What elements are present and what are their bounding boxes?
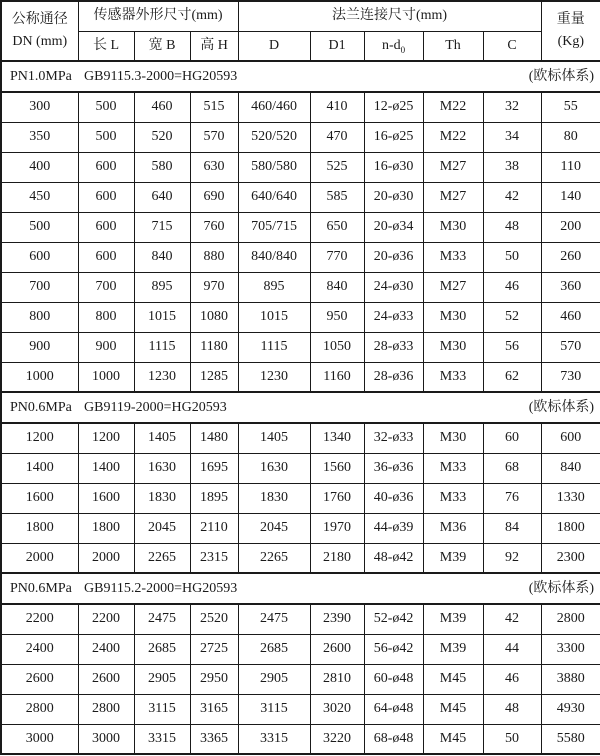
cell-d: 1405	[238, 423, 310, 453]
cell-n-d0: 64-ø48	[364, 694, 423, 724]
cell-dn: 300	[1, 92, 78, 122]
column-header-length-l: 长 L	[78, 31, 134, 61]
cell-d1: 2390	[310, 604, 364, 634]
cell-n-d0: 32-ø33	[364, 423, 423, 453]
cell-weight: 840	[541, 453, 600, 483]
cell-th: M33	[423, 483, 483, 513]
table-row	[1, 302, 600, 332]
cell-length-l: 2000	[78, 543, 134, 573]
cell-dn: 1600	[1, 483, 78, 513]
cell-length-l: 600	[78, 212, 134, 242]
cell-dn: 2800	[1, 694, 78, 724]
cell-height-h: 880	[190, 242, 238, 272]
cell-th: M45	[423, 664, 483, 694]
cell-n-d0: 20-ø36	[364, 242, 423, 272]
cell-th: M45	[423, 694, 483, 724]
weight-header-line1: 重量	[556, 12, 585, 27]
cell-d: 2265	[238, 543, 310, 573]
section-header-cell	[1, 61, 600, 92]
n-d0-base: n-d	[381, 37, 401, 53]
cell-dn: 2000	[1, 543, 78, 573]
cell-d1: 585	[310, 182, 364, 212]
table-row	[1, 513, 600, 543]
cell-n-d0: 20-ø30	[364, 182, 423, 212]
cell-c: 44	[483, 634, 541, 664]
cell-length-l: 600	[78, 152, 134, 182]
cell-width-b: 640	[134, 182, 190, 212]
cell-dn: 350	[1, 122, 78, 152]
cell-weight: 55	[541, 92, 600, 122]
cell-d: 2475	[238, 604, 310, 634]
table-header	[1, 1, 600, 61]
cell-length-l: 500	[78, 122, 134, 152]
cell-d: 1015	[238, 302, 310, 332]
cell-width-b: 1830	[134, 483, 190, 513]
column-header-dn	[1, 1, 78, 61]
cell-th: M39	[423, 543, 483, 573]
table-row	[1, 212, 600, 242]
table-row	[1, 272, 600, 302]
section-standard-code: GB9115.3-2000=HG20593	[84, 68, 238, 84]
cell-length-l: 600	[78, 182, 134, 212]
cell-height-h: 2520	[190, 604, 238, 634]
section-system-note: (欧标体系)	[528, 68, 595, 84]
column-header-th: Th	[423, 31, 483, 61]
cell-height-h: 3165	[190, 694, 238, 724]
cell-height-h: 970	[190, 272, 238, 302]
cell-width-b: 1115	[134, 332, 190, 362]
cell-d: 3115	[238, 694, 310, 724]
cell-width-b: 460	[134, 92, 190, 122]
cell-length-l: 700	[78, 272, 134, 302]
cell-d1: 2180	[310, 543, 364, 573]
table-row	[1, 332, 600, 362]
cell-height-h: 1480	[190, 423, 238, 453]
section-system-note: (欧标体系)	[528, 399, 595, 415]
section-header-cell	[1, 573, 600, 604]
cell-c: 62	[483, 362, 541, 392]
cell-height-h: 2950	[190, 664, 238, 694]
cell-th: M30	[423, 423, 483, 453]
cell-n-d0: 28-ø33	[364, 332, 423, 362]
cell-width-b: 2685	[134, 634, 190, 664]
cell-d1: 3020	[310, 694, 364, 724]
cell-dn: 600	[1, 242, 78, 272]
table-row	[1, 483, 600, 513]
cell-d1: 2810	[310, 664, 364, 694]
cell-th: M39	[423, 604, 483, 634]
cell-d: 3315	[238, 724, 310, 754]
cell-th: M30	[423, 212, 483, 242]
cell-length-l: 3000	[78, 724, 134, 754]
cell-weight: 570	[541, 332, 600, 362]
cell-width-b: 895	[134, 272, 190, 302]
cell-th: M33	[423, 242, 483, 272]
table-row	[1, 543, 600, 573]
cell-width-b: 1630	[134, 453, 190, 483]
cell-n-d0: 20-ø34	[364, 212, 423, 242]
cell-n-d0: 56-ø42	[364, 634, 423, 664]
cell-dn: 700	[1, 272, 78, 302]
cell-dn: 800	[1, 302, 78, 332]
group-header-sensor-dimensions: 传感器外形尺寸(mm)	[78, 1, 238, 31]
cell-width-b: 715	[134, 212, 190, 242]
cell-n-d0: 16-ø30	[364, 152, 423, 182]
cell-width-b: 840	[134, 242, 190, 272]
cell-n-d0: 28-ø36	[364, 362, 423, 392]
cell-width-b: 1230	[134, 362, 190, 392]
cell-width-b: 2045	[134, 513, 190, 543]
column-header-c: C	[483, 31, 541, 61]
cell-height-h: 1695	[190, 453, 238, 483]
cell-d1: 770	[310, 242, 364, 272]
cell-d: 1230	[238, 362, 310, 392]
section-header-row	[1, 392, 600, 423]
cell-d: 2045	[238, 513, 310, 543]
cell-dn: 450	[1, 182, 78, 212]
cell-th: M22	[423, 92, 483, 122]
cell-length-l: 1400	[78, 453, 134, 483]
cell-d1: 1970	[310, 513, 364, 543]
cell-height-h: 2110	[190, 513, 238, 543]
cell-n-d0: 48-ø42	[364, 543, 423, 573]
cell-d: 580/580	[238, 152, 310, 182]
cell-width-b: 3115	[134, 694, 190, 724]
cell-th: M30	[423, 332, 483, 362]
cell-length-l: 1200	[78, 423, 134, 453]
table-row	[1, 182, 600, 212]
cell-c: 46	[483, 664, 541, 694]
table-row	[1, 453, 600, 483]
cell-n-d0: 12-ø25	[364, 92, 423, 122]
cell-d: 460/460	[238, 92, 310, 122]
cell-length-l: 2600	[78, 664, 134, 694]
cell-weight: 200	[541, 212, 600, 242]
table-row	[1, 634, 600, 664]
cell-height-h: 2315	[190, 543, 238, 573]
cell-height-h: 1285	[190, 362, 238, 392]
cell-dn: 1400	[1, 453, 78, 483]
cell-weight: 260	[541, 242, 600, 272]
table-row	[1, 664, 600, 694]
cell-c: 68	[483, 453, 541, 483]
cell-height-h: 515	[190, 92, 238, 122]
cell-width-b: 520	[134, 122, 190, 152]
cell-width-b: 1015	[134, 302, 190, 332]
section-standard-code: GB9115.2-2000=HG20593	[84, 580, 238, 596]
cell-th: M27	[423, 272, 483, 302]
cell-d1: 650	[310, 212, 364, 242]
cell-dn: 900	[1, 332, 78, 362]
cell-c: 50	[483, 724, 541, 754]
cell-c: 56	[483, 332, 541, 362]
cell-n-d0: 24-ø30	[364, 272, 423, 302]
cell-d1: 525	[310, 152, 364, 182]
table-body	[1, 61, 600, 754]
cell-c: 38	[483, 152, 541, 182]
cell-n-d0: 60-ø48	[364, 664, 423, 694]
section-header-row	[1, 61, 600, 92]
cell-dn: 2200	[1, 604, 78, 634]
cell-height-h: 1895	[190, 483, 238, 513]
cell-height-h: 1180	[190, 332, 238, 362]
cell-length-l: 1600	[78, 483, 134, 513]
cell-th: M30	[423, 302, 483, 332]
section-pressure-rating: PN1.0MPa	[10, 68, 72, 84]
cell-weight: 600	[541, 423, 600, 453]
cell-width-b: 3315	[134, 724, 190, 754]
cell-n-d0: 40-ø36	[364, 483, 423, 513]
cell-height-h: 1080	[190, 302, 238, 332]
cell-th: M33	[423, 453, 483, 483]
cell-length-l: 2400	[78, 634, 134, 664]
column-header-d1: D1	[310, 31, 364, 61]
cell-d: 2685	[238, 634, 310, 664]
cell-c: 42	[483, 604, 541, 634]
cell-weight: 1800	[541, 513, 600, 543]
cell-weight: 5580	[541, 724, 600, 754]
cell-d1: 3220	[310, 724, 364, 754]
cell-d: 1115	[238, 332, 310, 362]
cell-th: M27	[423, 152, 483, 182]
column-header-width-b: 宽 B	[134, 31, 190, 61]
cell-dn: 500	[1, 212, 78, 242]
table-row	[1, 152, 600, 182]
cell-d: 895	[238, 272, 310, 302]
cell-n-d0: 24-ø33	[364, 302, 423, 332]
cell-c: 42	[483, 182, 541, 212]
cell-width-b: 2475	[134, 604, 190, 634]
cell-dn: 2400	[1, 634, 78, 664]
n-d0-subscript: 0	[400, 44, 406, 55]
cell-d1: 1560	[310, 453, 364, 483]
cell-dn: 400	[1, 152, 78, 182]
cell-c: 92	[483, 543, 541, 573]
cell-n-d0: 52-ø42	[364, 604, 423, 634]
cell-dn: 3000	[1, 724, 78, 754]
cell-weight: 140	[541, 182, 600, 212]
cell-length-l: 800	[78, 302, 134, 332]
cell-weight: 3300	[541, 634, 600, 664]
cell-length-l: 1000	[78, 362, 134, 392]
cell-weight: 80	[541, 122, 600, 152]
section-standard-code: GB9119-2000=HG20593	[84, 399, 227, 415]
table-row	[1, 724, 600, 754]
cell-c: 32	[483, 92, 541, 122]
cell-d1: 2600	[310, 634, 364, 664]
cell-length-l: 2200	[78, 604, 134, 634]
cell-height-h: 760	[190, 212, 238, 242]
dn-header-line1: 公称通径	[11, 12, 68, 27]
cell-th: M27	[423, 182, 483, 212]
cell-weight: 2800	[541, 604, 600, 634]
cell-dn: 1200	[1, 423, 78, 453]
cell-d: 840/840	[238, 242, 310, 272]
cell-d1: 840	[310, 272, 364, 302]
cell-n-d0: 36-ø36	[364, 453, 423, 483]
cell-c: 34	[483, 122, 541, 152]
cell-n-d0: 44-ø39	[364, 513, 423, 543]
cell-width-b: 580	[134, 152, 190, 182]
cell-th: M39	[423, 634, 483, 664]
cell-d1: 1340	[310, 423, 364, 453]
table-row	[1, 694, 600, 724]
cell-d: 1830	[238, 483, 310, 513]
cell-c: 52	[483, 302, 541, 332]
cell-length-l: 2800	[78, 694, 134, 724]
cell-length-l: 500	[78, 92, 134, 122]
cell-c: 48	[483, 694, 541, 724]
cell-height-h: 690	[190, 182, 238, 212]
table-row	[1, 242, 600, 272]
cell-width-b: 2905	[134, 664, 190, 694]
cell-width-b: 2265	[134, 543, 190, 573]
cell-dn: 2600	[1, 664, 78, 694]
table-row	[1, 92, 600, 122]
cell-c: 48	[483, 212, 541, 242]
cell-d: 2905	[238, 664, 310, 694]
section-pressure-rating: PN0.6MPa	[10, 580, 72, 596]
cell-d1: 470	[310, 122, 364, 152]
cell-d: 640/640	[238, 182, 310, 212]
cell-height-h: 630	[190, 152, 238, 182]
cell-dn: 1000	[1, 362, 78, 392]
cell-weight: 3880	[541, 664, 600, 694]
cell-length-l: 600	[78, 242, 134, 272]
column-header-n-d0	[364, 31, 423, 61]
cell-c: 76	[483, 483, 541, 513]
section-pressure-rating: PN0.6MPa	[10, 399, 72, 415]
dn-header-line2: DN (mm)	[12, 34, 68, 49]
cell-dn: 1800	[1, 513, 78, 543]
cell-d: 520/520	[238, 122, 310, 152]
cell-weight: 360	[541, 272, 600, 302]
column-header-weight	[541, 1, 600, 61]
cell-weight: 460	[541, 302, 600, 332]
cell-d1: 1050	[310, 332, 364, 362]
cell-weight: 1330	[541, 483, 600, 513]
cell-weight: 730	[541, 362, 600, 392]
cell-d1: 410	[310, 92, 364, 122]
cell-th: M36	[423, 513, 483, 543]
weight-header-line2: (Kg)	[557, 34, 585, 49]
cell-width-b: 1405	[134, 423, 190, 453]
cell-th: M33	[423, 362, 483, 392]
cell-d: 705/715	[238, 212, 310, 242]
cell-d1: 1760	[310, 483, 364, 513]
cell-th: M45	[423, 724, 483, 754]
group-header-flange-dimensions: 法兰连接尺寸(mm)	[238, 1, 541, 31]
table-row	[1, 362, 600, 392]
cell-weight: 110	[541, 152, 600, 182]
cell-th: M22	[423, 122, 483, 152]
cell-weight: 4930	[541, 694, 600, 724]
section-system-note: (欧标体系)	[528, 580, 595, 596]
cell-c: 60	[483, 423, 541, 453]
cell-height-h: 570	[190, 122, 238, 152]
cell-length-l: 1800	[78, 513, 134, 543]
table-row	[1, 604, 600, 634]
table-row	[1, 122, 600, 152]
cell-c: 46	[483, 272, 541, 302]
cell-c: 84	[483, 513, 541, 543]
cell-n-d0: 68-ø48	[364, 724, 423, 754]
column-header-height-h: 高 H	[190, 31, 238, 61]
cell-weight: 2300	[541, 543, 600, 573]
cell-n-d0: 16-ø25	[364, 122, 423, 152]
cell-c: 50	[483, 242, 541, 272]
table-row	[1, 423, 600, 453]
column-header-d: D	[238, 31, 310, 61]
section-header-row	[1, 573, 600, 604]
cell-height-h: 2725	[190, 634, 238, 664]
cell-d: 1630	[238, 453, 310, 483]
cell-length-l: 900	[78, 332, 134, 362]
cell-d1: 1160	[310, 362, 364, 392]
section-header-cell	[1, 392, 600, 423]
cell-height-h: 3365	[190, 724, 238, 754]
cell-d1: 950	[310, 302, 364, 332]
